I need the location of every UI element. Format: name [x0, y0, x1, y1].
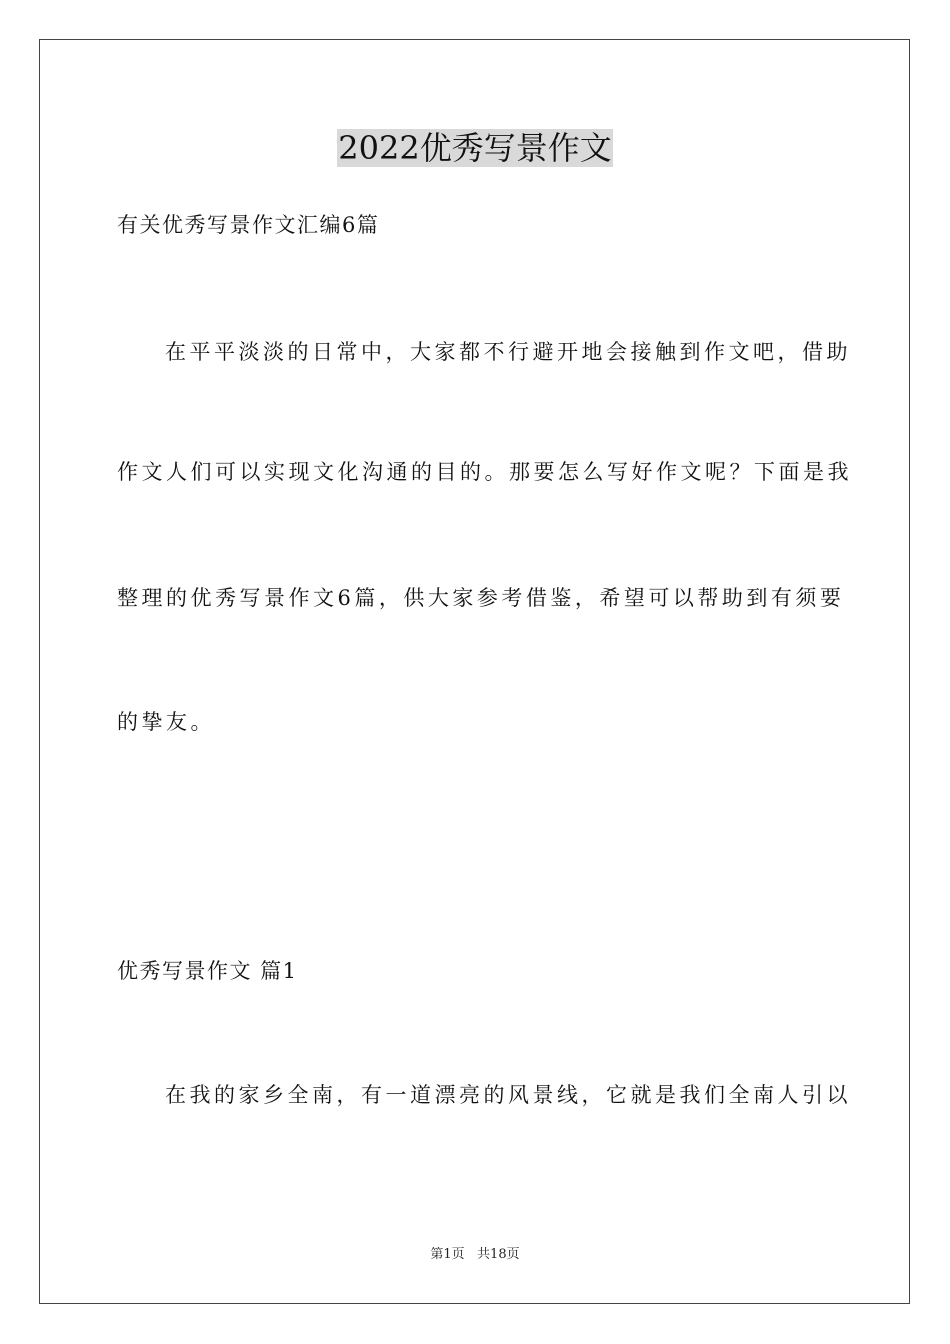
- document-title-text: 2022优秀写景作文: [338, 129, 612, 167]
- section-paragraph-line: 在我的家乡全南，有一道漂亮的风景线，它就是我们全南人引以: [165, 1083, 851, 1107]
- document-subtitle: 有关优秀写景作文汇编6篇: [117, 213, 380, 237]
- intro-paragraph-line: 的挚友。: [117, 710, 215, 734]
- page-footer: 第1页 共18页: [430, 1247, 520, 1262]
- intro-paragraph-line: 作文人们可以实现文化沟通的目的。那要怎么写好作文呢？下面是我: [117, 460, 852, 484]
- section-heading: 优秀写景作文 篇1: [117, 959, 298, 983]
- document-title: [0, 126, 950, 170]
- intro-paragraph-line: 整理的优秀写景作文6篇，供大家参考借鉴，希望可以帮助到有须要: [117, 586, 845, 610]
- intro-paragraph-line: 在平平淡淡的日常中，大家都不行避开地会接触到作文吧，借助: [165, 340, 851, 364]
